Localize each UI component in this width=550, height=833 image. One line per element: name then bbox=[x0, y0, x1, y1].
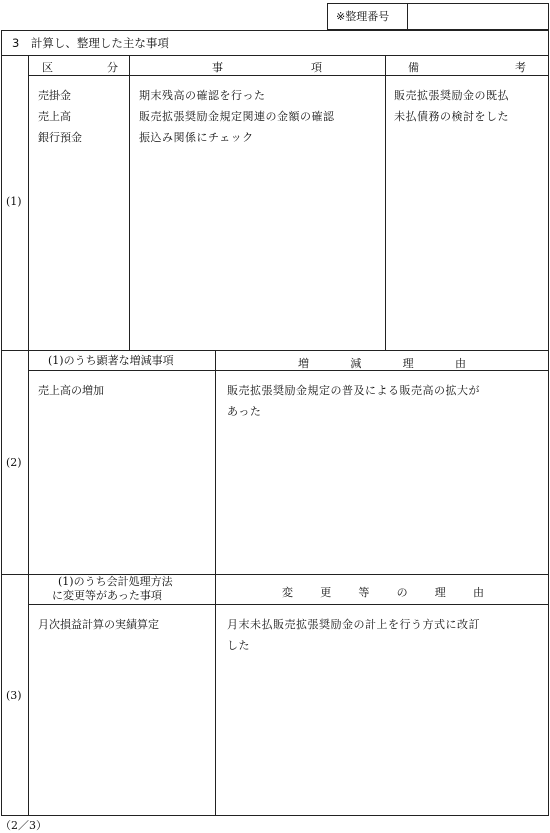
header-biko-char-2: 考 bbox=[515, 61, 526, 74]
jiko-line: 販売拡張奨励金規定関連の金額の確認 bbox=[139, 110, 335, 123]
biko-text bbox=[394, 85, 548, 127]
header-jiko bbox=[212, 59, 322, 75]
part3-left-line: 月次損益計算の実績算定 bbox=[38, 618, 159, 631]
kubun-item: 銀行預金 bbox=[38, 131, 82, 144]
header-biko-char-1: 備 bbox=[408, 61, 419, 74]
part2-right-text bbox=[227, 380, 547, 422]
part2-header-right-char-4: 由 bbox=[454, 357, 466, 370]
part3-left-text bbox=[38, 614, 213, 635]
part2-right-line: あった bbox=[227, 405, 262, 418]
part3-header-left-line2: に変更等があった事項 bbox=[52, 589, 162, 602]
part3-header-right bbox=[282, 584, 484, 600]
part2-row-label: (2) bbox=[6, 456, 22, 469]
header-kubun bbox=[42, 59, 118, 75]
jiko-line: 振込み関係にチェック bbox=[139, 131, 254, 144]
part2-header-right-char-3: 理 bbox=[402, 357, 414, 370]
part2-header-right bbox=[298, 355, 466, 371]
part3-header-right-char-5: 理 bbox=[434, 586, 446, 599]
part3-right-text bbox=[227, 614, 547, 656]
part3-header-right-char-4: の bbox=[396, 586, 408, 599]
part2-header-right-char-1: 増 bbox=[298, 357, 309, 370]
section-title: 3 計算し、整理した主な事項 bbox=[12, 36, 169, 50]
header-jiko-char-2: 項 bbox=[311, 61, 322, 74]
part3-header-right-char-2: 更 bbox=[320, 586, 332, 599]
kubun-list bbox=[38, 85, 126, 148]
header-kubun-char-2: 分 bbox=[107, 61, 118, 74]
part2-header-left: (1)のうち顕著な増減事項 bbox=[48, 354, 174, 367]
kubun-item: 売上高 bbox=[38, 110, 71, 123]
header-kubun-char-1: 区 bbox=[42, 61, 53, 74]
part1-divider-2 bbox=[385, 55, 386, 350]
part3-header-right-char-6: 由 bbox=[472, 586, 484, 599]
part3-right-line: した bbox=[227, 639, 250, 652]
part2-header-right-char-2: 減 bbox=[350, 357, 362, 370]
row-label-column-divider bbox=[28, 55, 29, 816]
part1-bottom-rule bbox=[1, 350, 549, 351]
part2-divider bbox=[215, 350, 216, 574]
part3-header-left-line1: (1)のうち会計処理方法 bbox=[58, 575, 173, 588]
header-jiko-char-1: 事 bbox=[212, 61, 223, 74]
part2-left-text bbox=[38, 380, 213, 401]
part3-divider bbox=[215, 574, 216, 816]
part1-row-label: (1) bbox=[6, 195, 22, 208]
biko-line: 販売拡張奨励金の既払 bbox=[394, 89, 509, 102]
part3-header-right-char-3: 等 bbox=[358, 586, 370, 599]
kubun-item: 売掛金 bbox=[38, 89, 71, 102]
biko-line: 未払債務の検討をした bbox=[394, 110, 509, 123]
part1-divider-1 bbox=[129, 55, 130, 350]
jiko-text bbox=[139, 85, 383, 148]
section-title-rule bbox=[1, 55, 549, 56]
seiri-bango-label: ※整理番号 bbox=[336, 10, 390, 23]
part3-header-rule bbox=[28, 604, 549, 605]
part2-header-rule bbox=[28, 370, 549, 371]
jiko-line: 期末残高の確認を行った bbox=[139, 89, 266, 102]
part3-right-line: 月末未払販売拡張奨励金の計上を行う方式に改訂 bbox=[227, 618, 480, 631]
part3-header-right-char-1: 変 bbox=[282, 586, 293, 599]
part1-header-rule bbox=[28, 75, 549, 76]
part2-left-line: 売上高の増加 bbox=[38, 384, 104, 397]
part2-right-line: 販売拡張奨励金規定の普及による販売高の拡大が bbox=[227, 384, 480, 397]
page-number: （2／3） bbox=[0, 819, 47, 832]
header-biko bbox=[408, 59, 526, 75]
part3-row-label: (3) bbox=[6, 689, 22, 702]
seiri-bango-divider bbox=[407, 3, 408, 30]
